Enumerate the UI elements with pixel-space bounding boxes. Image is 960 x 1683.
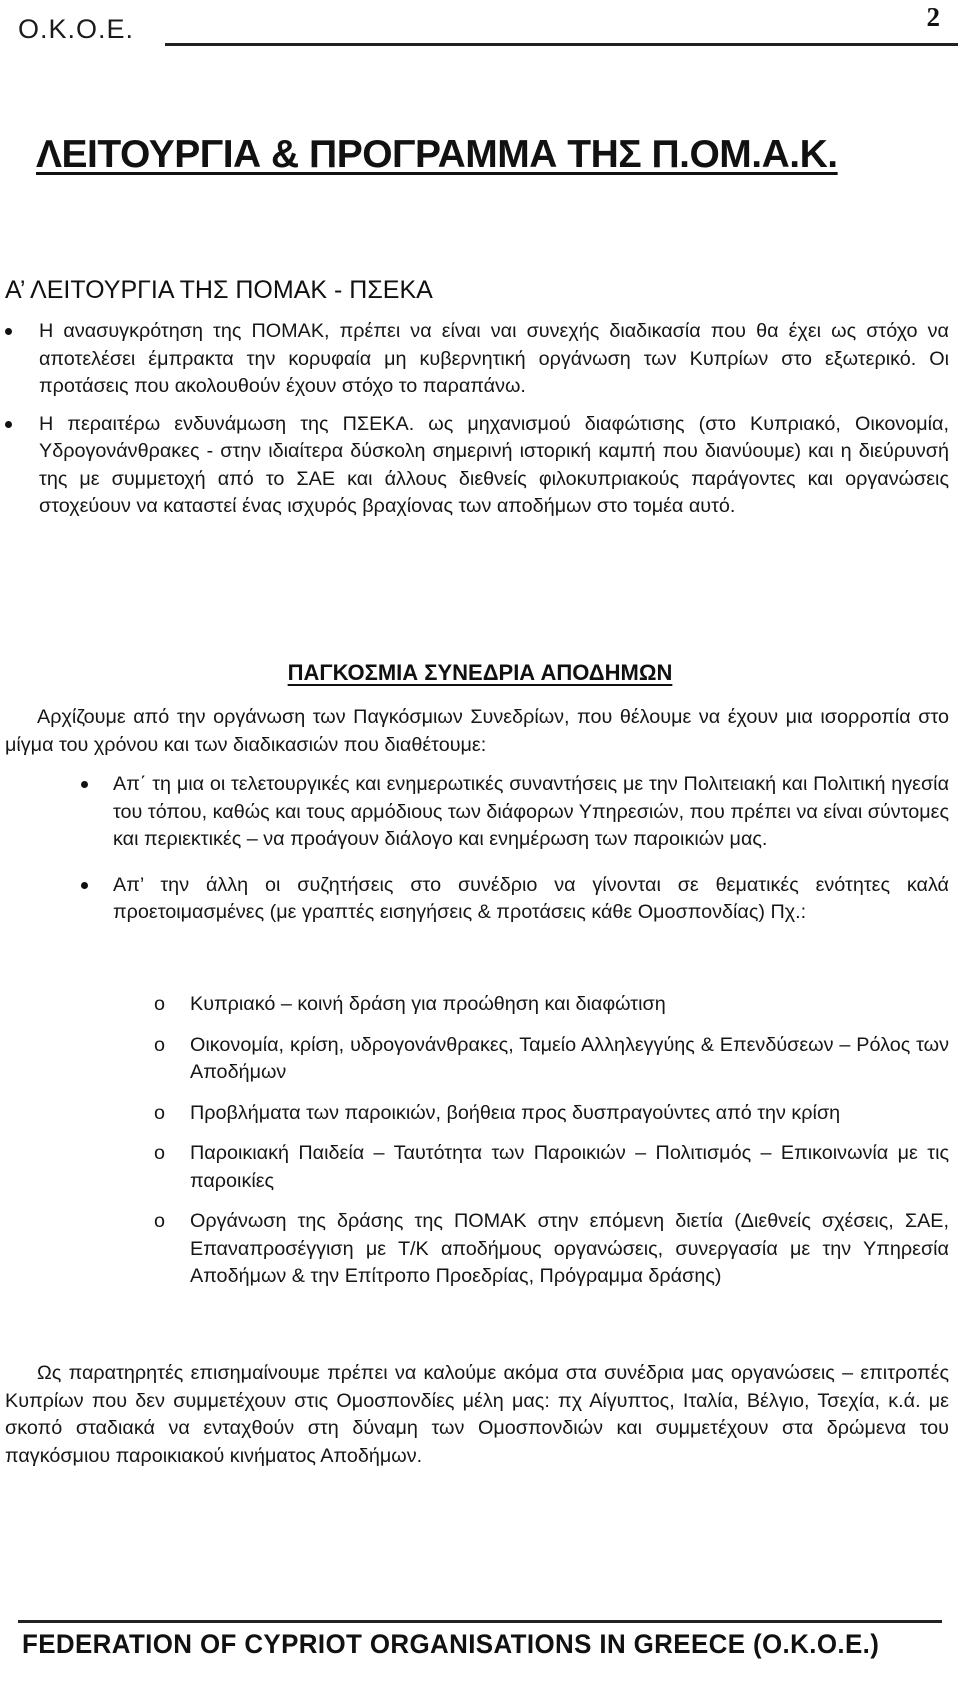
bullet-icon [81,781,88,788]
list-item [113,872,949,927]
bullet-text: Απ΄ τη μια οι τελετουργικές και ενημερωτικές συναντήσεις με την Πολιτειακή και Πολιτική ηγεσία του τόπου, καθώς και τους αρμόδιους των διάφορων Υπηρεσιών, που πρέπει να είναι σύντομες και περιεκτικές – να προάγουν διάλογο και ενημέρωση των παροικιών μας. [113,773,949,850]
list-item [154,1140,949,1195]
list-item [154,1032,949,1087]
topic-list [154,991,949,1304]
bullet-icon [5,328,12,335]
section-b-bullet-list [113,771,949,945]
bullet-text: Η ανασυγκρότηση της ΠΟΜΑΚ, πρέπει να είναι ναι συνεχής διαδικασία που θα έχει ως στόχο να αποτελέσει έμπρακτα την κορυφαία μη κυβερνητική οργάνωση των Κυπρίων στο εξωτερικό. Οι προτάσεις που ακολουθούν έχουν στόχο το παραπάνω. [39,320,949,397]
topic-text: Παροικιακή Παιδεία – Ταυτότητα των Παροικιών – Πολιτισμός – Επικοινωνία με τις παροικίες [190,1142,949,1192]
list-item [5,318,949,401]
section-b-intro: Αρχίζουμε από την οργάνωση των Παγκόσμιων Συνεδρίων, που θέλουμε να έχουν μια ισορροπία στο μίγμα του χρόνου και των διαδικασιών που διαθέτουμε: [5,706,949,756]
topic-text: Οργάνωση της δράσης της ΠΟΜΑΚ στην επόμενη διετία (Διεθνείς σχέσεις, ΣΑΕ, Επαναπροσέγγιση με Τ/Κ αποδήμους οργανώσεις, συνεργασία με την Υπηρεσία Αποδήμων & την Επίτροπο Προεδρίας, Πρόγραμμα δράσης) [190,1210,949,1287]
circle-bullet-icon: o [154,1033,166,1056]
circle-bullet-icon: o [154,993,166,1015]
list-item [154,991,949,1019]
page-number: 2 [926,2,940,32]
topic-text: Προβλήματα των παροικιών, βοήθεια προς δυσπραγούντες από την κρίση [190,1101,841,1124]
circle-bullet-icon: o [154,1101,166,1124]
list-item [113,771,949,854]
circle-bullet-icon: o [154,1142,166,1164]
header-divider [165,43,958,46]
list-item [154,1100,949,1128]
section-a-bullet-list [5,318,949,531]
section-b-heading: ΠΑΓΚΟΣΜΙΑ ΣΥΝΕΔΡΙΑ ΑΠΟΔΗΜΩΝ [287,660,673,685]
bullet-icon [81,882,88,889]
closing-paragraph: Ως παρατηρητές επισημαίνουμε πρέπει να καλούμε ακόμα στα συνέδρια μας οργανώσεις – επιτροπές Κυπρίων που δεν συμμετέχουν στις Ομοσπονδίες μέλη μας: πχ Αίγυπτος, Ιταλία, Βέλγιο, Τσεχία, κ.ά. με σκοπό σταδιακά να ενταχθούν στη δύναμη των Ομοσπονδιών και συμμετέχουν στα δρώμενα του παγκόσμιου παροικιακού κινήματος Αποδήμων. [5,1362,949,1467]
bullet-icon [5,421,12,428]
page-title: ΛΕΙΤΟΥΡΓΙΑ & ΠΡΟΓΡΑΜΜΑ ΤΗΣ Π.ΟΜ.Α.Κ. [36,133,838,176]
circle-bullet-icon: o [154,1210,166,1232]
section-a-heading: Α’ ΛΕΙΤΟΥΡΓΙΑ ΤΗΣ ΠΟΜΑΚ - ΠΣΕΚΑ [5,276,433,304]
list-item [154,1208,949,1291]
footer-divider [18,1620,942,1623]
footer-organisation-name: FEDERATION OF CYPRIOT ORGANISATIONS IN GREECE (O.K.O.E.) [22,1629,880,1659]
topic-text: Οικονομία, κρίση, υδρογονάνθρακες, Ταμείο Αλληλεγγύης & Επενδύσεων – Ρόλος των Αποδήμων [190,1033,949,1083]
bullet-text: Η περαιτέρω ενδυνάμωση της ΠΣΕΚΑ. ως μηχανισμού διαφώτισης (στο Κυπριακό, Οικονομία, Υδρογονάνθρακες - στην ιδιαίτερα δύσκολη σημερινή ιστορική καμπή που διανύουμε) και η διεύρυνσή της με συμμετοχή από το ΣΑΕ και άλλους διεθνείς φιλοκυπριακούς παράγοντες και οργανώσεις στοχεύουν να καταστεί ένας ισχυρός βραχίονας των αποδήμων στο τομέα αυτό. [39,412,949,517]
topic-text: Κυπριακό – κοινή δράση για προώθηση και διαφώτιση [190,993,666,1015]
list-item [5,411,949,521]
bullet-text: Απ’ την άλλη οι συζητήσεις στο συνέδριο να γίνονται σε θεματικές ενότητες καλά προετοιμασμένες (με γραπτές εισηγήσεις & προτάσεις κάθε Ομοσπονδίας) Πχ.: [113,873,949,923]
organisation-logo: Ο.Κ.Ο.Ε. [18,14,135,44]
